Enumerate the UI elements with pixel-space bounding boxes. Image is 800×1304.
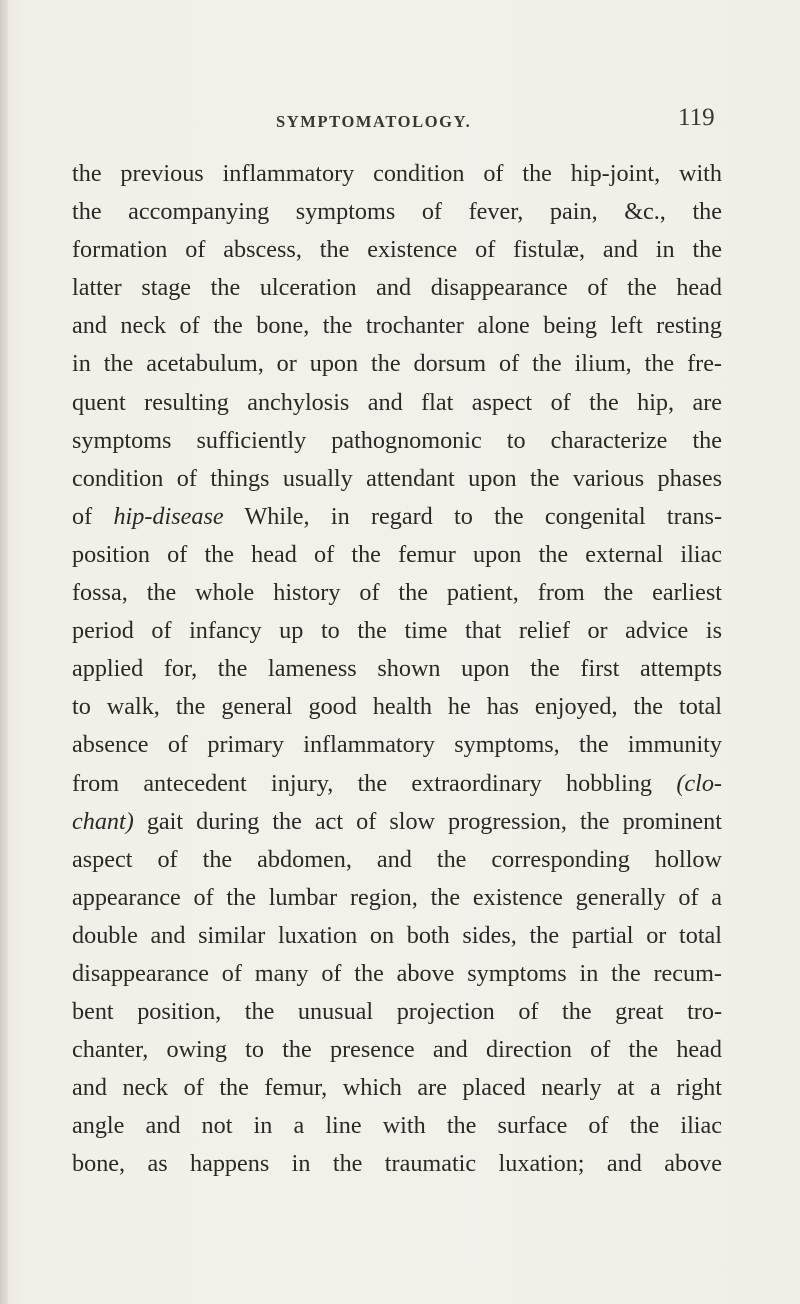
text-run: gait during the act of slow progression, the prominent	[133, 807, 722, 835]
text-line: angle and not in a line with the surface of the iliac	[72, 1112, 722, 1140]
text-run: While, in regard to the congenital trans-	[223, 502, 723, 530]
running-head: SYMPTOMATOLOGY.	[276, 112, 472, 131]
text-line: and neck of the femur, which are placed nearly at a right	[72, 1074, 722, 1102]
text-line: position of the head of the femur upon the external iliac	[72, 540, 722, 568]
text-line: the previous inflammatory condition of the hip-joint, with	[72, 160, 722, 187]
text-line: to walk, the general good health he has enjoyed, the total	[72, 693, 722, 721]
text-line: aspect of the abdomen, and the corresponding hollow	[72, 845, 722, 873]
text-line: period of infancy up to the time that relief or advice is	[72, 617, 722, 645]
italic-term: chant)	[72, 807, 134, 835]
text-line: formation of abscess, the existence of fistulæ, and in the	[72, 236, 722, 264]
italic-term: hip-disease	[113, 502, 224, 530]
text-line: bent position, the unusual projection of the great tro-	[72, 998, 722, 1026]
text-line: condition of things usually attendant upon the various phases	[72, 464, 722, 492]
text-line: applied for, the lameness shown upon the first attempts	[72, 655, 722, 683]
text-run: from antecedent injury, the extraordinary hobbling	[72, 769, 677, 797]
text-line: latter stage the ulceration and disappearance of the head	[72, 274, 722, 302]
text-line: bone, as happens in the traumatic luxation; and above	[72, 1150, 722, 1178]
text-line: symptoms sufficiently pathognomonic to characterize the	[72, 426, 722, 454]
text-line: disappearance of many of the above symptoms in the recum-	[72, 959, 722, 987]
text-line: the accompanying symptoms of fever, pain, &c., the	[72, 198, 722, 226]
page-number: 119	[678, 104, 715, 131]
text-line	[72, 803, 722, 841]
body-text	[72, 155, 722, 1184]
text-run: of	[72, 502, 114, 530]
text-line: chanter, owing to the presence and direction of the head	[72, 1036, 722, 1064]
italic-term: (clo-	[676, 769, 722, 797]
text-line: fossa, the whole history of the patient, from the earliest	[72, 579, 722, 607]
text-line: absence of primary inflammatory symptoms, the immunity	[72, 731, 722, 759]
text-line: and neck of the bone, the trochanter alone being left resting	[72, 312, 722, 340]
text-line	[72, 765, 722, 803]
text-line: appearance of the lumbar region, the existence generally of a	[72, 883, 722, 911]
text-line: quent resulting anchylosis and flat aspect of the hip, are	[72, 388, 722, 416]
text-line: double and similar luxation on both sides, the partial or total	[72, 921, 722, 949]
page-gutter	[0, 0, 8, 1304]
text-line	[72, 498, 722, 536]
text-line: in the acetabulum, or upon the dorsum of the ilium, the fre-	[72, 350, 722, 378]
